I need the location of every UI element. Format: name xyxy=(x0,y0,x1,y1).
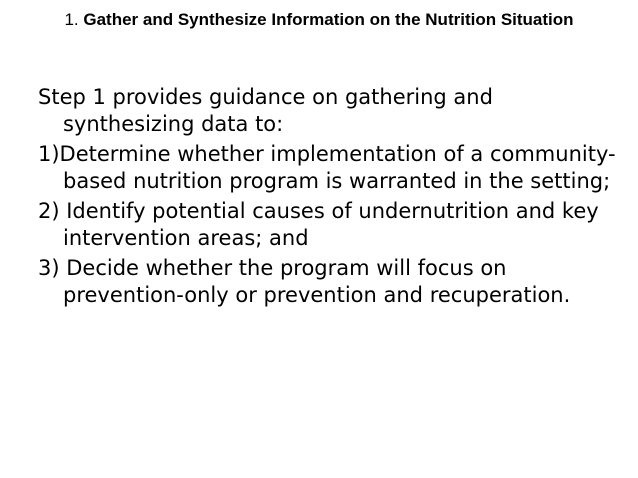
slide-title xyxy=(20,6,618,34)
list-item-1: 1)Determine whether implementation of a community-based nutrition program is warranted in the setting; xyxy=(38,142,616,193)
list-item-3: 3) Decide whether the program will focus on prevention-only or prevention and recuperation. xyxy=(38,256,571,307)
title-number: 1. xyxy=(64,10,79,29)
title-text: Gather and Synthesize Information on the Nutrition Situation xyxy=(83,10,574,29)
intro-paragraph: Step 1 provides guidance on gathering and synthesizing data to: xyxy=(38,85,493,136)
list-item-2: 2) Identify potential causes of undernutrition and key intervention areas; and xyxy=(38,199,599,250)
slide-body xyxy=(38,84,618,312)
